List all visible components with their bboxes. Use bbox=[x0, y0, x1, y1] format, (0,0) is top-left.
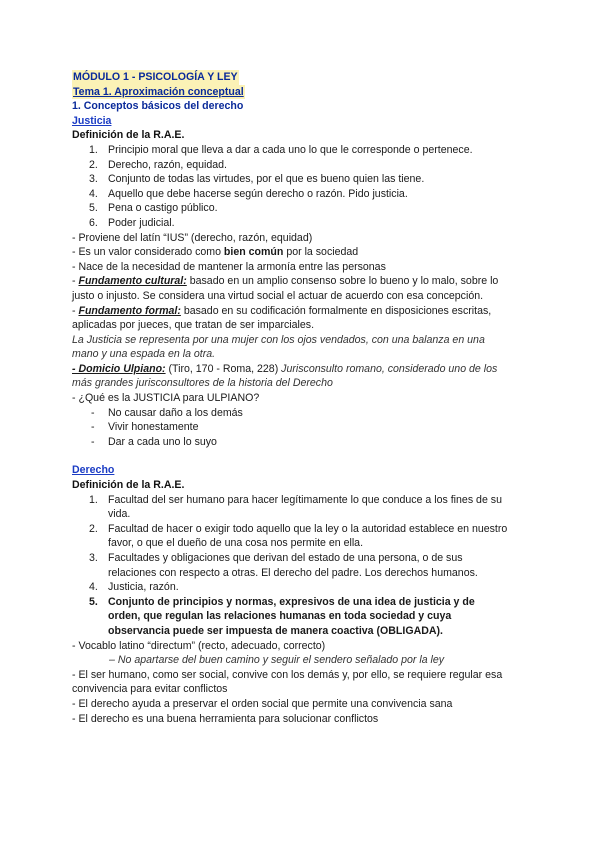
list-item: 3. Conjunto de todas las virtudes, por el que es bueno quien las tiene. bbox=[89, 173, 425, 186]
social-note-cont: convivencia para evitar conflictos bbox=[72, 683, 228, 696]
list-item: 1. Facultad del ser humano para hacer legítimamente lo que conduce a los fines de su vida. bbox=[89, 493, 502, 521]
justicia-def-heading: Definición de la R.A.E. bbox=[72, 129, 185, 142]
list-item: - Dar a cada uno lo suyo bbox=[91, 435, 217, 448]
derecho-def-heading: Definición de la R.A.E. bbox=[72, 479, 185, 492]
ulpiano-bio-cont: más grandes jurisconsultores de la historia del Derecho bbox=[72, 377, 333, 390]
module-title: MÓDULO 1 - PSICOLOGÍA Y LEY bbox=[73, 71, 238, 83]
list-item: 3. Facultades y obligaciones que derivan del estado de una persona, o de sus relaciones con respecto a otras. El derecho del padre. Los derechos humanos. bbox=[89, 552, 478, 579]
social-note: - El ser humano, como ser social, convive con los demás y, por ello, se requiere regular esa bbox=[72, 668, 503, 681]
tool-note: - El derecho es una buena herramienta para solucionar conflictos bbox=[72, 712, 379, 725]
tema-title: Tema 1. Aproximación conceptual bbox=[73, 85, 244, 98]
fundamento-formal-cont: aplicadas por jueces, que tratan de ser imparciales. bbox=[72, 319, 315, 332]
list-item: - No causar daño a los demás bbox=[91, 406, 243, 419]
list-item: 5. Conjunto de principios y normas, expresivos de una idea de justicia y de orden, que regulan las relaciones humanas en toda sociedad y cuya observancia puede ser impuesta de manera coactiva (OBLIGADA). bbox=[89, 595, 475, 637]
ulpiano-points bbox=[72, 406, 532, 450]
fundamento-formal: - Fundamento formal: basado en su codificación formalmente en disposiciones escritas, bbox=[72, 304, 492, 317]
document-page bbox=[72, 70, 532, 726]
justicia-definitions bbox=[72, 143, 532, 231]
fundamento-cultural-cont: justo o injusto. Se considera una virtud social el actuar de acuerdo con esa concepción. bbox=[72, 289, 484, 302]
list-item: 6. Poder judicial. bbox=[89, 216, 175, 229]
list-item: 4. Aquello que debe hacerse según derecho o razón. Pido justicia. bbox=[89, 187, 408, 200]
list-item: - Vivir honestamente bbox=[91, 421, 199, 434]
derecho-heading[interactable]: Derecho bbox=[72, 464, 115, 477]
list-item: 2. Facultad de hacer o exigir todo aquello que la ley o la autoridad establece en nuestro favor, o que el dueño de una cosa nos permite en ella. bbox=[89, 522, 508, 550]
ulpiano-bio: - Domicio Ulpiano: (Tiro, 170 - Roma, 228) Jurisconsulto romano, considerado uno de los bbox=[72, 362, 498, 375]
list-item: 2. Derecho, razón, equidad. bbox=[89, 158, 227, 171]
section-title: 1. Conceptos básicos del derecho bbox=[72, 100, 244, 113]
note-value: - Es un valor considerado como bien común por la sociedad bbox=[72, 246, 359, 259]
note-latin: - Proviene del latín “IUS” (derecho, razón, equidad) bbox=[72, 231, 313, 244]
derecho-definitions bbox=[72, 493, 532, 639]
list-item: 1. Principio moral que lleva a dar a cada uno lo que le corresponde o pertenece. bbox=[89, 143, 473, 156]
justicia-heading[interactable]: Justicia bbox=[72, 114, 112, 127]
list-item: 4. Justicia, razón. bbox=[89, 581, 179, 594]
ulpiano-question: - ¿Qué es la JUSTICIA para ULPIANO? bbox=[72, 392, 260, 405]
list-item: 5. Pena o castigo público. bbox=[89, 202, 218, 215]
justicia-representation-cont: mano y una espada en la otra. bbox=[72, 348, 216, 361]
latin-italic: – No apartarse del buen camino y seguir el sendero señalado por la ley bbox=[109, 654, 445, 667]
justicia-representation: La Justicia se representa por una mujer con los ojos vendados, con una balanza en una bbox=[72, 333, 485, 346]
latin-note: - Vocablo latino “directum” (recto, adecuado, correcto) bbox=[72, 639, 326, 652]
fundamento-cultural: - Fundamento cultural: basado en un amplio consenso sobre lo bueno y lo malo, sobre lo bbox=[72, 275, 499, 288]
order-note: - El derecho ayuda a preservar el orden social que permite una convivencia sana bbox=[72, 697, 453, 710]
note-harmony: - Nace de la necesidad de mantener la armonía entre las personas bbox=[72, 260, 386, 273]
